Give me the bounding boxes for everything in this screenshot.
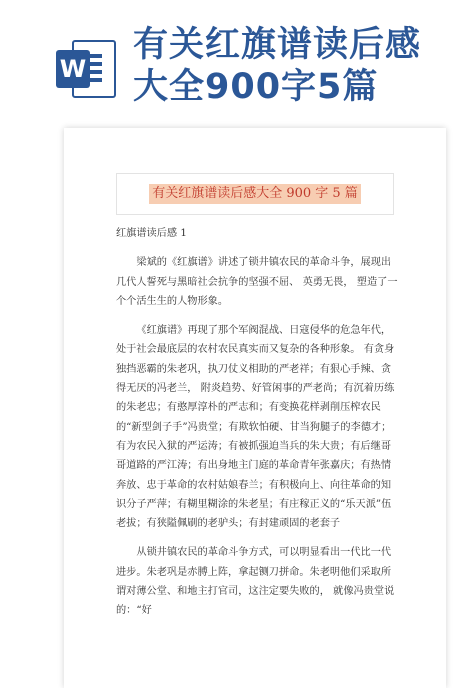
document-preview <box>64 128 446 688</box>
page-title-line1: 有关红旗谱读后感 <box>133 25 422 65</box>
document-title: 有关红旗谱读后感大全 900 字 5 篇 <box>149 184 361 204</box>
page-title <box>133 24 463 108</box>
document-paragraph: 从锁井镇农民的革命斗争方式，可以明显看出一代比一代进步。朱老巩是赤膊上阵，拿起铡刀拼命。朱老明他们采取所谓对薄公堂、和地主打官司，这注定要失败的， 就像冯贵堂说的：“好 <box>116 547 395 617</box>
header <box>0 0 474 110</box>
document-paragraph: 梁斌的《红旗谱》讲述了锁井镇农民的革命斗争，展现出几代人誓死与黑暗社会抗争的坚强不屈、 英勇无畏， 塑造了一个个活生生的人物形象。 <box>116 257 398 307</box>
document-subheading: 红旗谱读后感 1 <box>116 228 187 239</box>
page-title-line2: 大全900字5篇 <box>133 67 379 107</box>
word-document-icon <box>56 40 118 98</box>
document-title-box <box>116 173 394 215</box>
word-letter-tile: W <box>56 50 90 88</box>
document-body <box>116 224 398 631</box>
document-paragraph: 《红旗谱》再现了那个军阀混战、日寇侵华的危急年代，处于社会最底层的农村农民真实而又复杂的各种形象。 有贪身独挡恶霸的朱老巩，执刀仗义相助的严老祥；有狠心手辣、贪得无厌的冯老兰， 附炎趋势、好管闲事的严老尚；有沉着历练的朱老忠；有憨厚淳朴的严志和；有变换花样剥削压榨农民的“新型剑子手”冯贵堂；有欺软怕硬、甘当狗腿子的李德才；有为农民入狱的严运涛；有被抓强迫当兵的朱大贵；有后继哥哥道路的严江涛；有出身地主门庭的革命青年张嘉庆；有热情奔放、忠于革命的农村姑娘春兰；有积极向上、向往革命的知识分子严萍；有糊里糊涂的朱老星；有庄稼正义的“乐天派”伍老拔；有狭隘佩刷的老驴头；有封建顽固的老套子 <box>116 325 395 530</box>
